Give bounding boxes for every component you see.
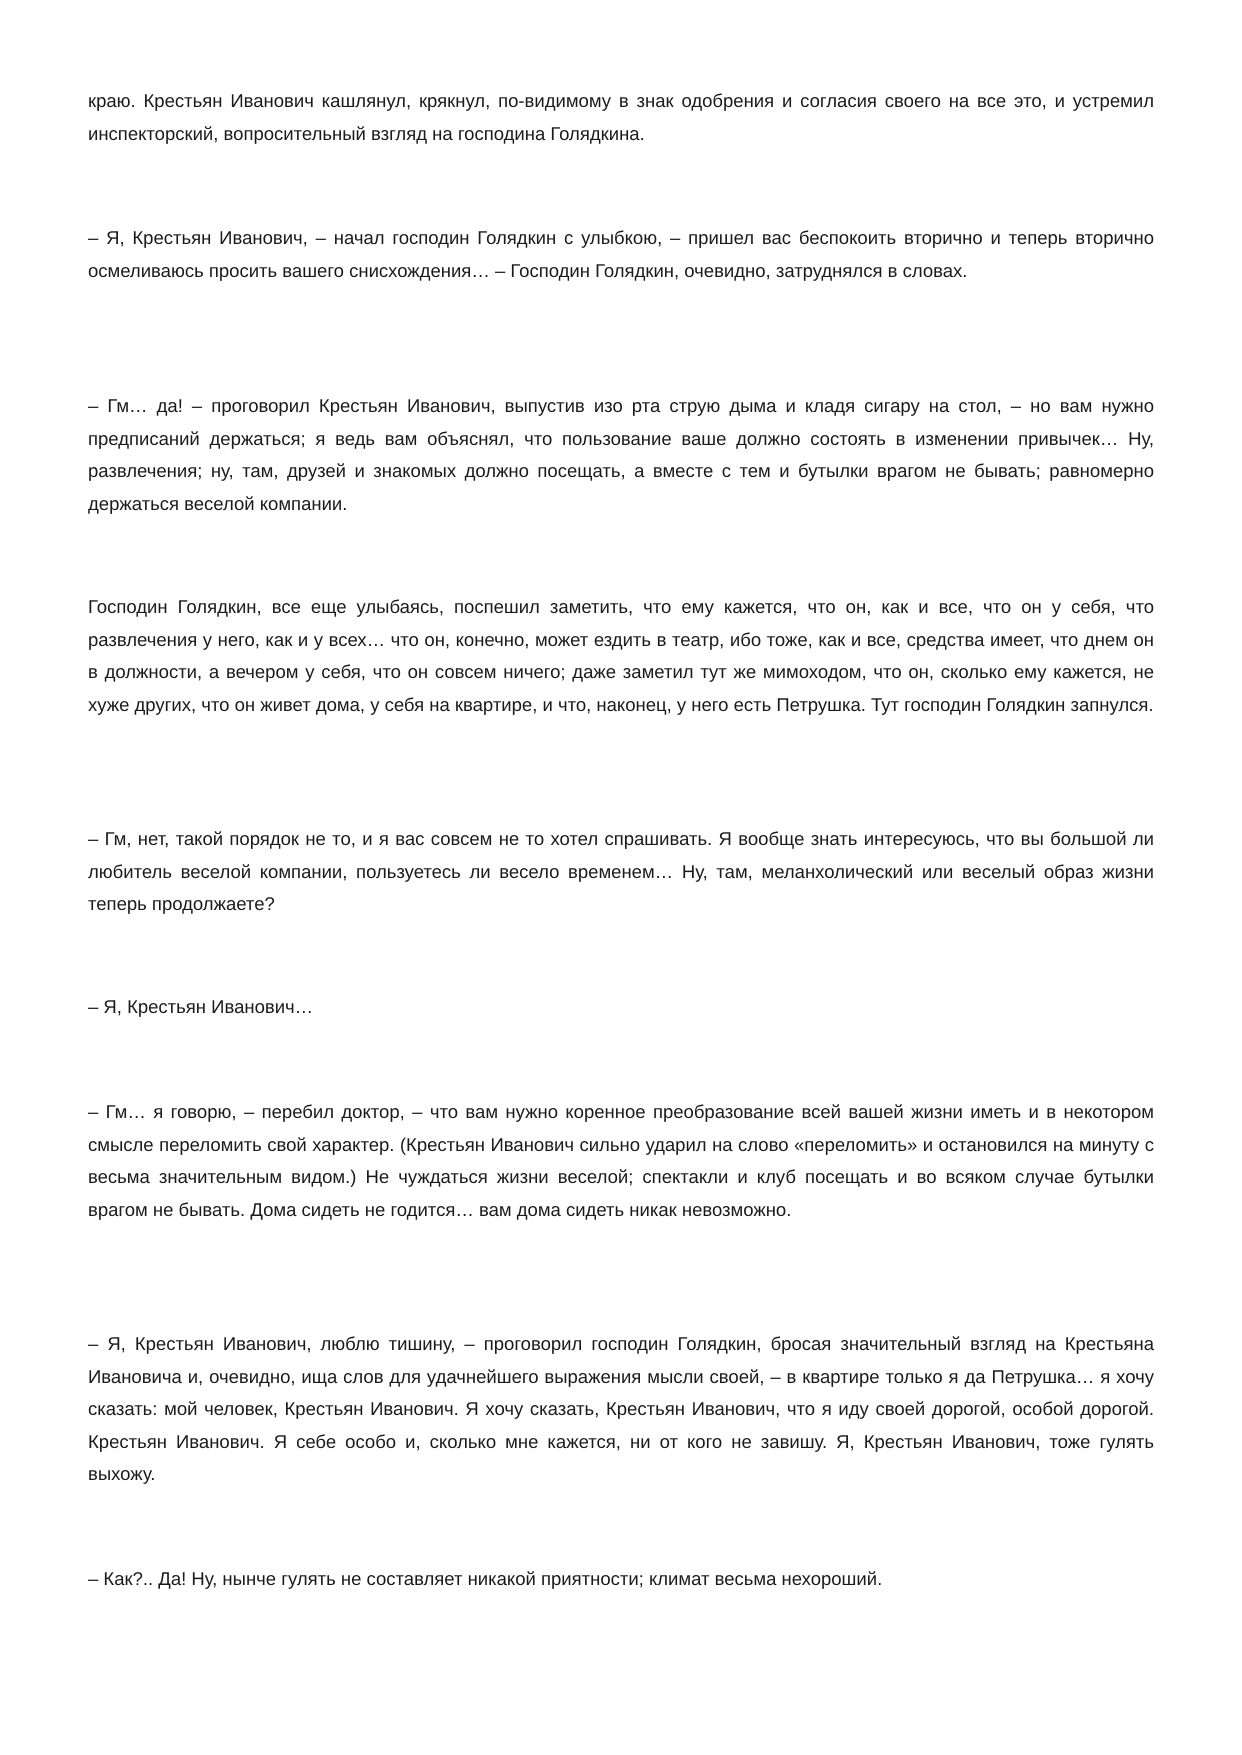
paragraph-8: – Я, Крестьян Иванович, люблю тишину, – проговорил господин Голядкин, бросая значительный взгляд на Крестьяна Ивановича и, очевидно, ища слов для удачнейшего выражения мысли своей, – в квартире только я да Петрушка… я хочу сказать: мой человек, Крестьян Иванович. Я хочу сказать, Крестьян Иванович, что я иду своей дорогой, особой дорогой. Крестьян Иванович. Я себе особо и, сколько мне кажется, ни от кого не завишу. Я, Крестьян Иванович, тоже гулять выхожу. — [88, 1333, 1154, 1484]
paragraph-9: – Как?.. Да! Ну, нынче гулять не составляет никакой приятности; климат весьма нехороший. — [88, 1568, 883, 1589]
paragraph-7: – Гм… я говорю, – перебил доктор, – что вам нужно коренное преобразование всей вашей жизни иметь и в некотором смысле переломить свой характер. (Крестьян Иванович сильно ударил на слово «переломить» и остановился на минуту с весьма значительным видом.) Не чуждаться жизни веселой; спектакли и клуб посещать и во всяком случае бутылки врагом не бывать. Дома сидеть не годится… вам дома сидеть никак невозможно. — [88, 1101, 1154, 1220]
paragraph-6: – Я, Крестьян Иванович… — [88, 996, 314, 1017]
paragraph-3: – Гм… да! – проговорил Крестьян Иванович, выпустив изо рта струю дыма и кладя сигару на стол, – но вам нужно предписаний держаться; я ведь вам объяснял, что пользование ваше должно состоять в изменении привычек… Ну, развлечения; ну, там, друзей и знакомых должно посещать, а вместе с тем и бутылки врагом не бывать; равномерно держаться веселой компании. — [88, 395, 1154, 514]
paragraph-1: краю. Крестьян Иванович кашлянул, крякнул, по-видимому в знак одобрения и согласия своего на все это, и устремил инспекторский, вопросительный взгляд на господина Голядкина. — [88, 90, 1154, 144]
paragraph-5: – Гм, нет, такой порядок не то, и я вас совсем не то хотел спрашивать. Я вообще знать интересуюсь, что вы большой ли любитель веселой компании, пользуетесь ли весело временем… Ну, там, меланхолический или веселый образ жизни теперь продолжаете? — [88, 828, 1154, 914]
paragraph-4: Господин Голядкин, все еще улыбаясь, поспешил заметить, что ему кажется, что он, как и все, что он у себя, что развлечения у него, как и у всех… что он, конечно, может ездить в театр, ибо тоже, как и все, средства имеет, что днем он в должности, а вечером у себя, что он совсем ничего; даже заметил тут же мимоходом, что он, сколько ему кажется, не хуже других, что он живет дома, у себя на квартире, и что, наконец, у него есть Петрушка. Тут господин Голядкин запнулся. — [88, 596, 1154, 715]
paragraph-2: – Я, Крестьян Иванович, – начал господин Голядкин с улыбкою, – пришел вас беспокоить вторично и теперь вторично осмеливаюсь просить вашего снисхождения… – Господин Голядкин, очевидно, затруднялся в словах. — [88, 227, 1154, 281]
